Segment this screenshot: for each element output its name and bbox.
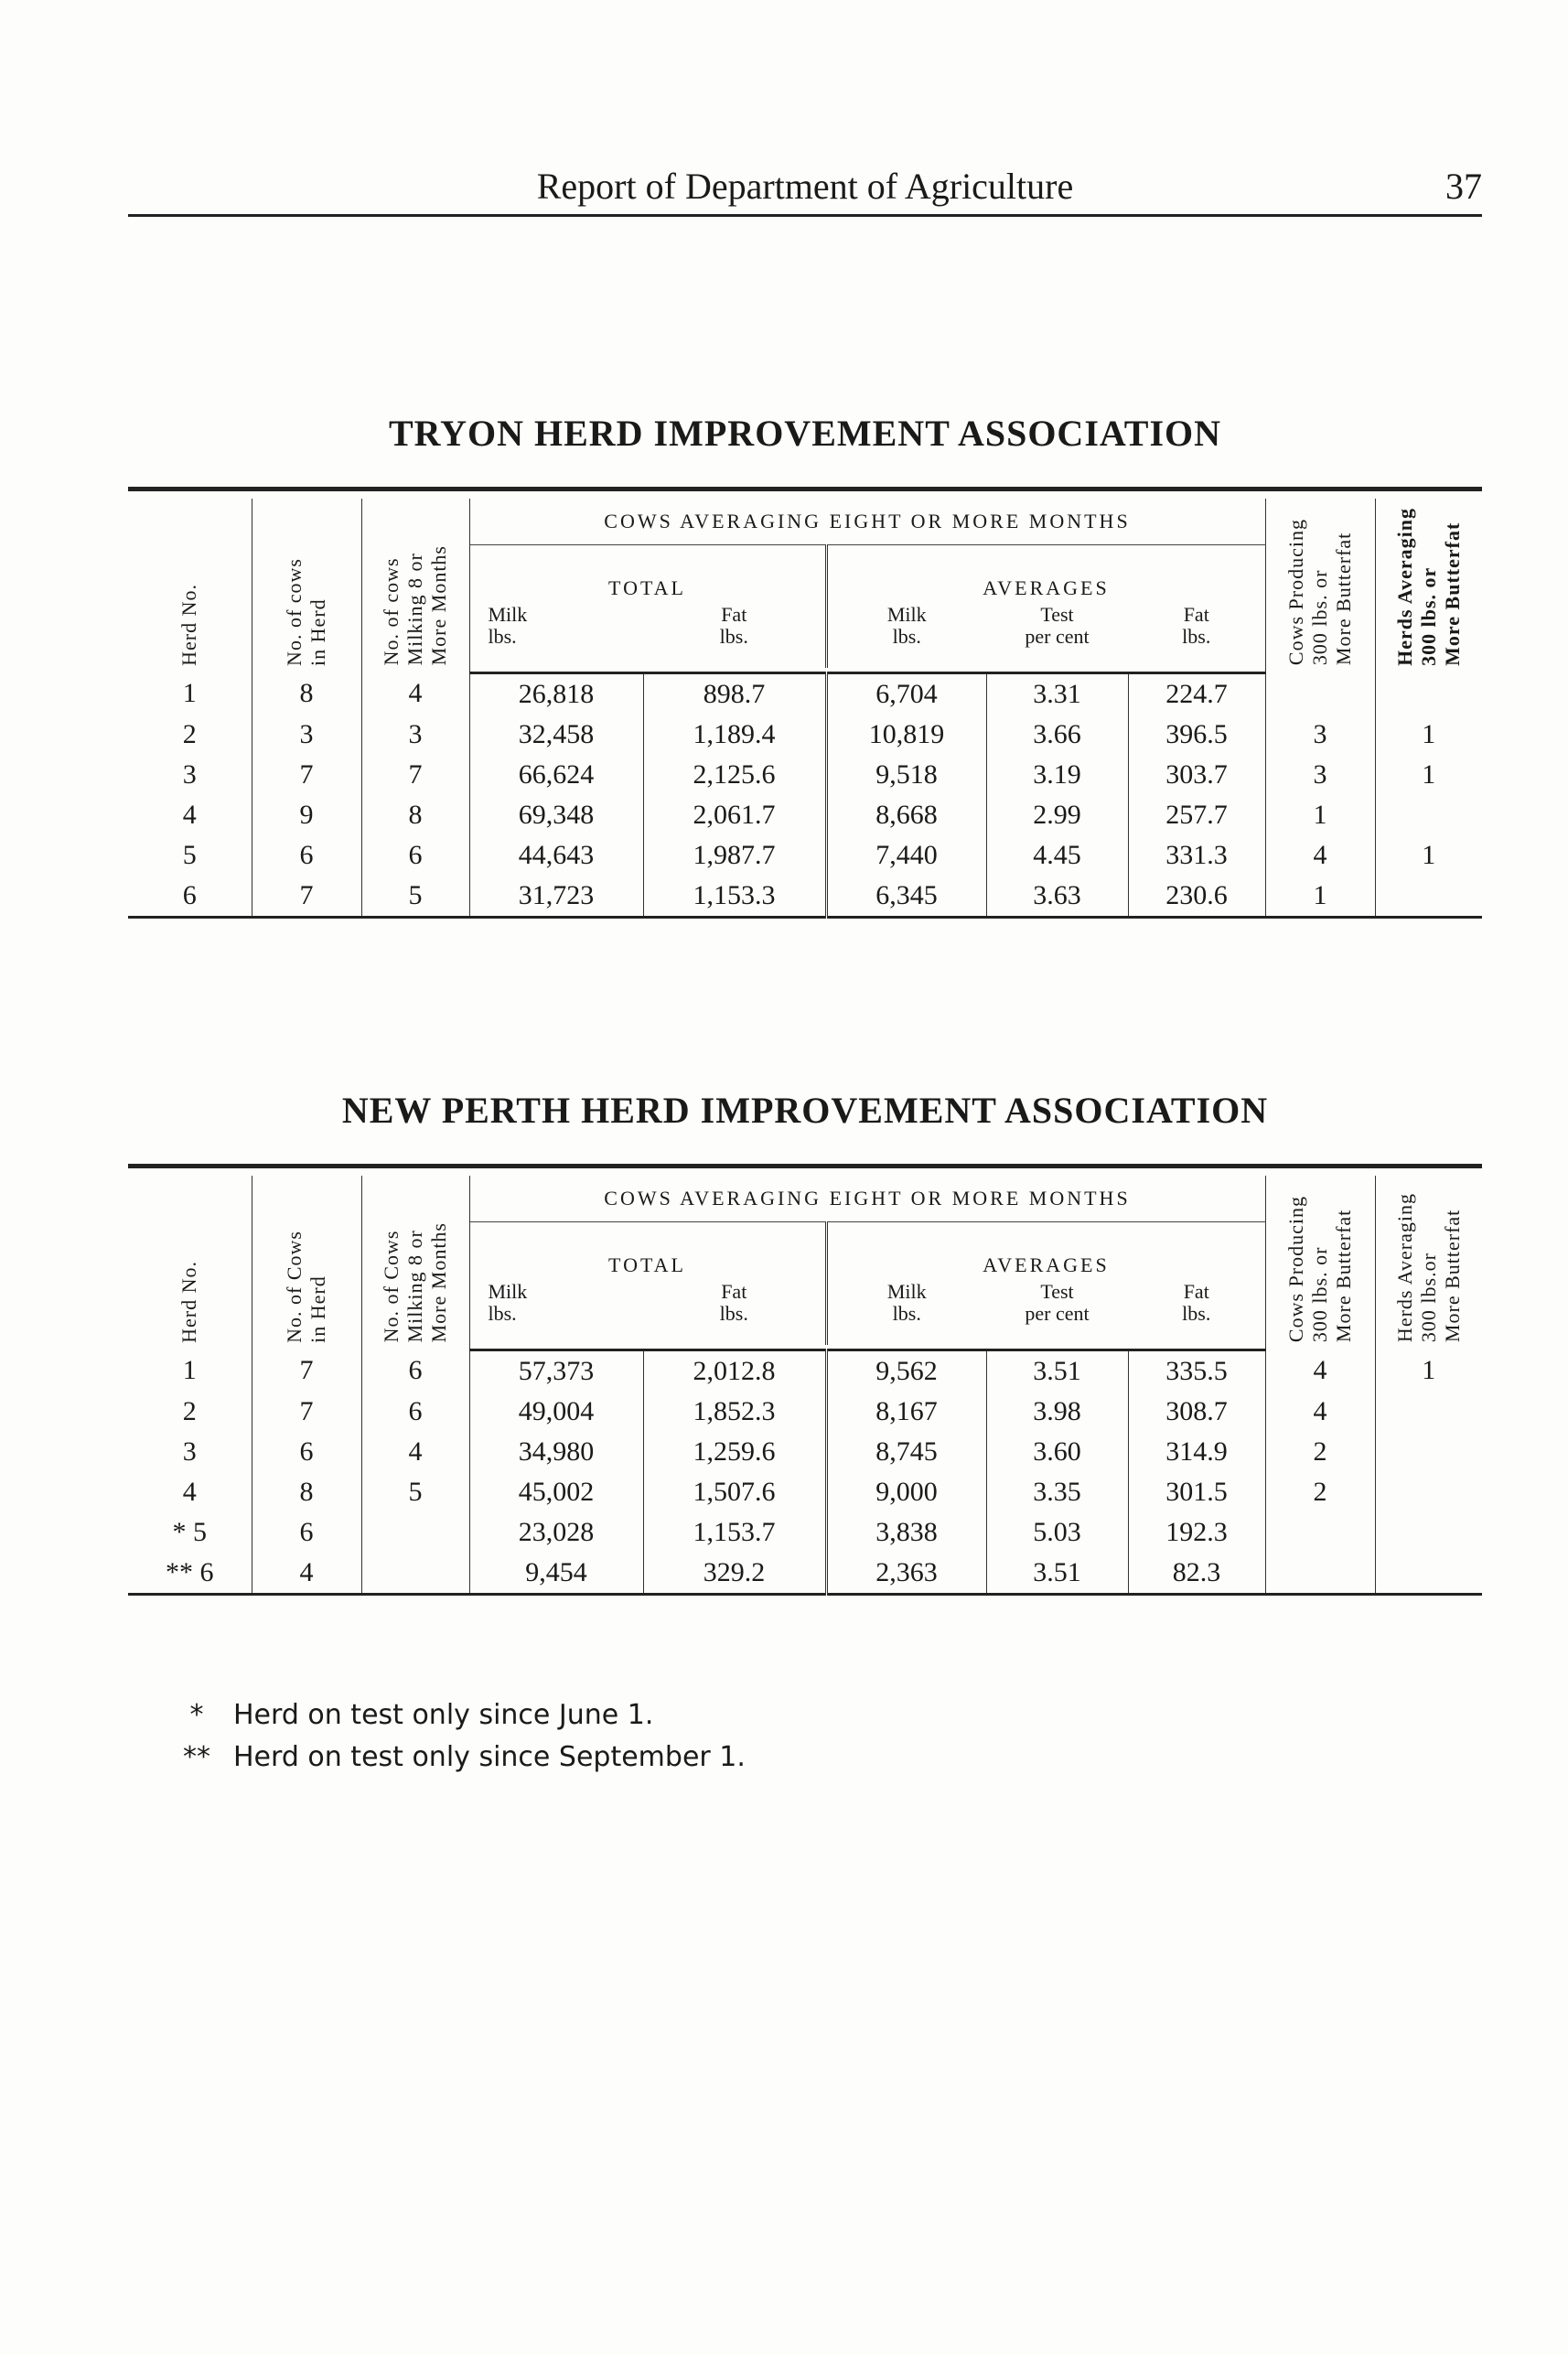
header-herds-averaging: Herds Averaging 300 lbs.or More Butterfat (1392, 1193, 1464, 1343)
table-row: 3 7 7 66,624 2,125.6 9,518 3.19 303.7 3 1 (128, 755, 1482, 795)
header-averages: AVERAGES (826, 545, 1265, 601)
table-row: 1 8 4 26,818 898.7 6,704 3.31 224.7 (128, 673, 1482, 715)
page-number: 37 (1445, 166, 1482, 207)
header-cows-in-herd: No. of Cows in Herd (252, 1176, 361, 1350)
header-avg-milk-lbs: Milk lbs. (886, 1280, 927, 1325)
table-row: 4 8 5 45,002 1,507.6 9,000 3.35 301.5 2 (128, 1472, 1482, 1512)
header-herd-no: Herd No. (128, 1176, 252, 1350)
running-title: Report of Department of Agriculture (536, 166, 1074, 207)
header-total: TOTAL (469, 1222, 826, 1278)
header-fat-lbs: Fat lbs. (643, 1277, 826, 1345)
table-row: 1 7 6 57,373 2,012.8 9,562 3.51 335.5 4 1 (128, 1350, 1482, 1393)
header-cows-in-herd: No. of cows in Herd (252, 499, 361, 673)
header-herds-averaging: Herds Averaging 300 lbs. or More Butterfat (1392, 507, 1464, 666)
footnote: ** Herd on test only since September 1. (183, 1741, 746, 1773)
header-cows-milking: No. of cows Milking 8 or More Months (361, 499, 469, 673)
header-cows-milking: No. of Cows Milking 8 or More Months (361, 1176, 469, 1350)
footnote: * Herd on test only since June 1. (189, 1699, 654, 1731)
tryon-title: TRYON HERD IMPROVEMENT ASSOCIATION (388, 413, 1222, 454)
header-milk-lbs: Milk lbs. (488, 1280, 528, 1325)
table-row: 3 6 4 34,980 1,259.6 8,745 3.60 314.9 2 (128, 1432, 1482, 1472)
header-avg-fat-lbs: Fat lbs. (1128, 1277, 1265, 1345)
tryon-table (128, 487, 1482, 919)
header-group: COWS AVERAGING EIGHT OR MORE MONTHS (469, 499, 1265, 545)
header-cows-producing: Cows Producing 300 lbs. or More Butterfat (1265, 499, 1375, 673)
footnotes (160, 1694, 746, 1779)
table-row: 4 9 8 69,348 2,061.7 8,668 2.99 257.7 1 (128, 795, 1482, 835)
header-avg-milk-lbs: Milk lbs. (886, 603, 927, 648)
running-head (128, 165, 1482, 210)
header-cows-producing: Cows Producing 300 lbs. or More Butterfat (1265, 1176, 1375, 1350)
table-row: 5 6 6 44,643 1,987.7 7,440 4.45 331.3 4 1 (128, 835, 1482, 876)
header-group: COWS AVERAGING EIGHT OR MORE MONTHS (469, 1176, 1265, 1222)
newperth-table (128, 1164, 1482, 1596)
table-row: * 5 6 23,028 1,153.7 3,838 5.03 192.3 (128, 1512, 1482, 1553)
newperth-title: NEW PERTH HERD IMPROVEMENT ASSOCIATION (341, 1090, 1269, 1131)
table-row: 6 7 5 31,723 1,153.3 6,345 3.63 230.6 1 (128, 876, 1482, 918)
header-test-percent: Test per cent (1025, 1280, 1090, 1325)
header-test-percent: Test per cent (1025, 603, 1090, 648)
table-row: 2 7 6 49,004 1,852.3 8,167 3.98 308.7 4 (128, 1392, 1482, 1432)
header-averages: AVERAGES (826, 1222, 1265, 1278)
header-avg-fat-lbs: Fat lbs. (1128, 600, 1265, 668)
table-row: 2 3 3 32,458 1,189.4 10,819 3.66 396.5 3 1 (128, 715, 1482, 755)
header-milk-lbs: Milk lbs. (488, 603, 528, 648)
header-fat-lbs: Fat lbs. (643, 600, 826, 668)
header-herd-no: Herd No. (128, 499, 252, 673)
table-row: ** 6 4 9,454 329.2 2,363 3.51 82.3 (128, 1553, 1482, 1595)
header-total: TOTAL (469, 545, 826, 601)
header-rule (128, 214, 1482, 217)
